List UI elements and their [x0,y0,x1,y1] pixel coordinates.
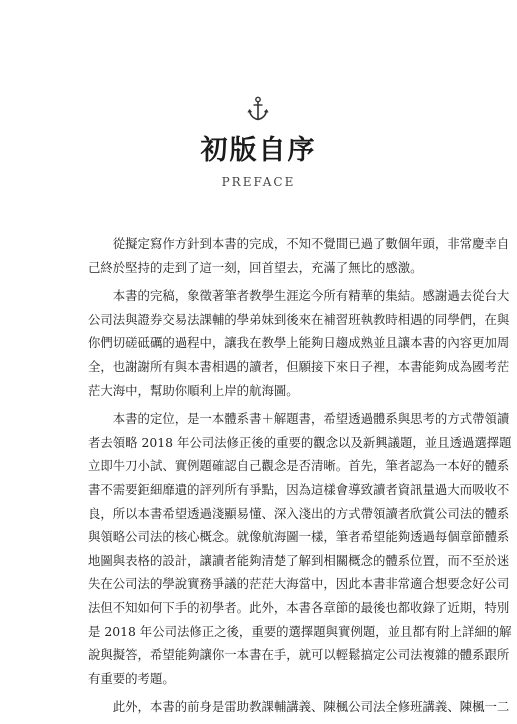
text-line: 與領略公司法的核心概念。就像航海圖一樣，筆者希望能夠透過每個章節體系 [88,529,510,545]
page-title: 初版自序 [200,135,317,166]
paragraph [88,407,512,690]
text-line: 地圖與表格的設計，讓讀者能夠清楚了解到相關概念的體系位置，而不至於迷 [88,552,510,568]
text-line: 從擬定寫作方針到本書的完成，不知不覺間已過了數個年頭，非常慶幸自 [88,236,510,251]
text-line: 此外，本書的前身是雷助教課輔講義、陳楓公司法全修班講義、陳楓一二 [88,699,510,715]
text-line: 說與擬答，希望能夠讓你一本書在手，就可以輕鬆搞定公司法複雜的體系跟所 [88,647,510,663]
text-line: 良，所以本書希望透過淺顯易懂、深入淺出的方式帶領讀者欣賞公司法的體系 [88,505,510,521]
text-line: 失在公司法的學說實務爭議的茫茫大海當中，因此本書非常適合想要念好公司 [88,576,510,592]
text-line: 本書的定位，是一本體系書＋解題書，希望透過體系與思考的方式帶領讀 [88,411,510,427]
text-line: 有重要的考題。 [88,670,175,686]
text-line: 己終於堅持的走到了這一刻，回首望去，充滿了無比的感激。 [88,259,423,275]
paragraph [88,284,510,402]
text-line: 立即牛刀小試、實例題確認自己觀念是否清晰。首先，筆者認為一本好的體系 [88,458,510,474]
text-line: 者去領略 2018 年公司法修正後的重要的觀念以及新興議題，並且透過選擇題 [88,434,512,450]
paragraph [88,232,510,279]
page-subtitle: PREFACE [221,175,296,189]
text-line: 茫大海中，幫助你順利上岸的航海圖。 [88,382,299,398]
text-line: 法但不知如何下手的初學者。此外，本書各章節的最後也都收錄了近期，特別 [88,599,510,615]
paragraph [88,695,510,719]
text-line: 本書的完稿，象徵著筆者教學生涯迄今所有精華的集結。感謝過去從台大 [88,288,510,304]
text-line: 是 2018 年公司法修正之後，重要的選擇題與實例題，並且都有附上詳細的解 [88,623,512,639]
text-line: 書不需要鉅細靡遺的評列所有爭點，因為這樣會導致讀者資訊量過大而吸收不 [88,481,510,497]
body-text [88,232,512,724]
text-line: 你們切磋砥礪的過程中，讓我在教學上能夠日趨成熟並且讓本書的內容更加周 [88,335,510,351]
text-line: 全，也謝謝所有與本書相遇的讀者，但願接下來日子裡，本書能夠成為國考茫 [88,358,510,374]
text-line: 公司法與證券交易法課輔的學弟妹到後來在補習班執教時相遇的同學們，在與 [88,311,510,327]
anchor-icon [246,96,270,122]
